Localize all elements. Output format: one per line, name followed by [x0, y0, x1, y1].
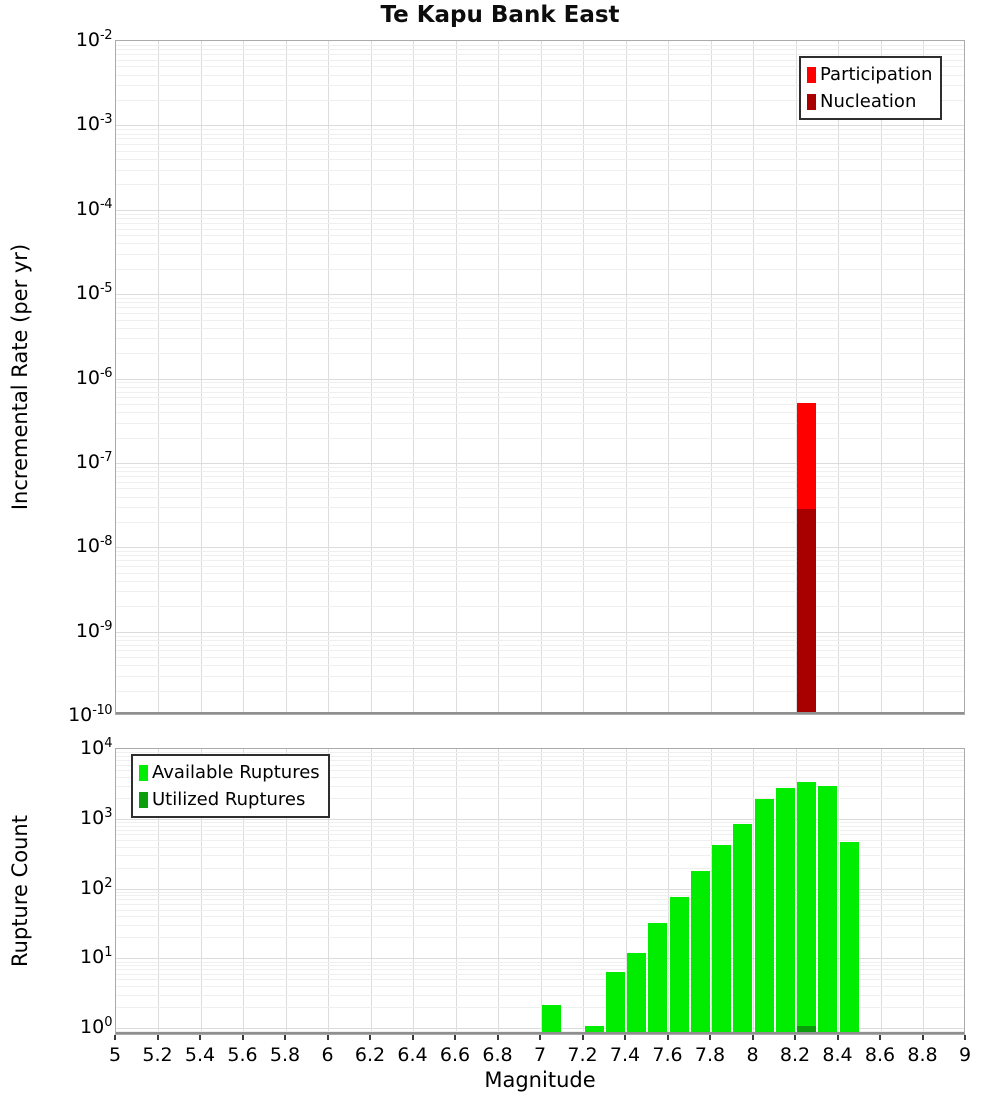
- minor-gridline: [116, 235, 964, 236]
- x-tick-mark: [369, 1035, 371, 1040]
- vertical-gridline: [456, 41, 457, 714]
- minor-gridline: [116, 438, 964, 439]
- x-tick-label: 5: [108, 1044, 122, 1066]
- x-axis-label: Magnitude: [484, 1068, 596, 1092]
- minor-gridline: [116, 254, 964, 255]
- available-ruptures-bar: [691, 871, 710, 1035]
- major-gridline: [116, 210, 964, 211]
- x-tick-label: 9: [958, 1044, 972, 1066]
- minor-gridline: [116, 657, 964, 658]
- minor-gridline: [116, 151, 964, 152]
- minor-gridline: [116, 353, 964, 354]
- minor-gridline: [116, 412, 964, 413]
- available-ruptures-bar: [797, 782, 816, 1035]
- x-tick-mark: [539, 1035, 541, 1040]
- legend-label: Available Ruptures: [152, 762, 320, 783]
- x-tick-label: 7.2: [567, 1044, 598, 1066]
- participation-swatch-icon: [807, 67, 816, 83]
- chart-title: Te Kapu Bank East: [380, 2, 620, 28]
- available-ruptures-bar: [818, 786, 837, 1034]
- minor-gridline: [116, 134, 964, 135]
- available-ruptures-bar: [776, 788, 795, 1034]
- minor-gridline: [116, 555, 964, 556]
- x-tick-label: 5.6: [227, 1044, 258, 1066]
- minor-gridline: [116, 144, 964, 145]
- minor-gridline: [116, 243, 964, 244]
- x-tick-label: 8.2: [779, 1044, 811, 1066]
- x-tick-mark: [242, 1035, 244, 1040]
- minor-gridline: [116, 214, 964, 215]
- count-legend: [131, 754, 330, 818]
- x-tick-mark: [454, 1035, 456, 1040]
- minor-gridline: [116, 229, 964, 230]
- y-tick-label: $10^3$: [80, 805, 112, 829]
- legend-item-utilized-ruptures: [139, 786, 320, 813]
- vertical-gridline: [328, 41, 329, 714]
- legend-label: Participation: [820, 64, 933, 85]
- minor-gridline: [116, 54, 964, 55]
- x-tick-label: 8: [746, 1044, 759, 1066]
- x-tick-label: 8.4: [822, 1044, 853, 1066]
- x-tick-label: 5.2: [142, 1044, 173, 1066]
- minor-gridline: [116, 423, 964, 424]
- vertical-gridline: [583, 41, 584, 714]
- minor-gridline: [116, 476, 964, 477]
- vertical-gridline: [243, 41, 244, 714]
- minor-gridline: [116, 488, 964, 489]
- legend-item-participation: [807, 61, 932, 88]
- y-tick-label: $10^0$: [80, 1015, 112, 1039]
- x-tick-label: 7: [533, 1044, 547, 1066]
- minor-gridline: [116, 645, 964, 646]
- x-tick-mark: [964, 1035, 966, 1040]
- minor-gridline: [116, 581, 964, 582]
- minor-gridline: [116, 640, 964, 641]
- legend-item-available-ruptures: [139, 759, 320, 786]
- y-tick-label: $10^{-9}$: [75, 618, 112, 642]
- minor-gridline: [116, 49, 964, 50]
- utilized-ruptures-swatch-icon: [139, 792, 148, 808]
- minor-gridline: [116, 650, 964, 651]
- available-ruptures-bar: [606, 972, 625, 1034]
- minor-gridline: [116, 397, 964, 398]
- y-tick-label: $10^1$: [80, 945, 112, 969]
- y-tick-label: $10^{-8}$: [75, 534, 112, 558]
- available-ruptures-bar: [712, 845, 731, 1034]
- x-tick-mark: [667, 1035, 669, 1040]
- x-tick-label: 5.8: [269, 1044, 301, 1066]
- minor-gridline: [116, 382, 964, 383]
- minor-gridline: [116, 45, 964, 46]
- available-ruptures-bar: [627, 953, 646, 1034]
- vertical-gridline: [158, 41, 159, 714]
- vertical-gridline: [923, 41, 924, 714]
- minor-gridline: [116, 338, 964, 339]
- vertical-gridline: [753, 41, 754, 714]
- minor-gridline: [116, 387, 964, 388]
- minor-gridline: [116, 676, 964, 677]
- legend-label: Nucleation: [820, 91, 917, 112]
- y-tick-label: $10^{-7}$: [75, 449, 112, 473]
- minor-gridline: [116, 691, 964, 692]
- vertical-gridline: [711, 41, 712, 714]
- x-tick-label: 7.4: [609, 1044, 641, 1066]
- minor-gridline: [116, 591, 964, 592]
- y-tick-label: $10^{-3}$: [75, 112, 112, 136]
- x-tick-label: 6.4: [397, 1044, 428, 1066]
- x-tick-mark: [879, 1035, 881, 1040]
- rate-y-axis-label: Incremental Rate (per yr): [8, 243, 32, 511]
- x-tick-mark: [157, 1035, 159, 1040]
- x-tick-label: 6.2: [354, 1044, 386, 1066]
- minor-gridline: [116, 320, 964, 321]
- x-tick-label: 6.8: [482, 1044, 513, 1066]
- vertical-gridline: [838, 41, 839, 714]
- available-ruptures-bar: [755, 799, 774, 1034]
- major-gridline: [116, 125, 964, 126]
- minor-gridline: [116, 467, 964, 468]
- minor-gridline: [116, 298, 964, 299]
- vertical-gridline: [201, 41, 202, 714]
- minor-gridline: [116, 482, 964, 483]
- x-tick-mark: [114, 1035, 116, 1040]
- y-tick-label: $10^{-10}$: [68, 703, 112, 726]
- x-tick-mark: [752, 1035, 754, 1040]
- minor-gridline: [116, 471, 964, 472]
- x-tick-mark: [709, 1035, 711, 1040]
- minor-gridline: [116, 404, 964, 405]
- minor-gridline: [116, 269, 964, 270]
- vertical-gridline: [668, 41, 669, 714]
- available-ruptures-bar: [733, 824, 752, 1035]
- minor-gridline: [116, 507, 964, 508]
- minor-gridline: [116, 560, 964, 561]
- available-ruptures-swatch-icon: [139, 765, 148, 781]
- major-gridline: [116, 294, 964, 295]
- minor-gridline: [116, 551, 964, 552]
- minor-gridline: [116, 138, 964, 139]
- major-gridline: [116, 379, 964, 380]
- rate-bottom-spine: [116, 712, 964, 714]
- minor-gridline: [116, 573, 964, 574]
- x-tick-label: 6.6: [439, 1044, 471, 1066]
- x-tick-mark: [199, 1035, 201, 1040]
- available-ruptures-bar: [670, 897, 689, 1034]
- rate-plot-area: [115, 40, 965, 715]
- x-tick-mark: [412, 1035, 414, 1040]
- x-tick-label: 7.8: [694, 1044, 726, 1066]
- minor-gridline: [116, 328, 964, 329]
- vertical-gridline: [541, 41, 542, 714]
- minor-gridline: [116, 665, 964, 666]
- minor-gridline: [116, 159, 964, 160]
- x-tick-mark: [624, 1035, 626, 1040]
- minor-gridline: [116, 170, 964, 171]
- y-tick-label: $10^2$: [80, 875, 112, 899]
- minor-gridline: [116, 636, 964, 637]
- x-tick-mark: [794, 1035, 796, 1040]
- count-y-axis-label: Rupture Count: [8, 815, 32, 967]
- x-tick-mark: [837, 1035, 839, 1040]
- count-bottom-spine: [116, 1032, 964, 1034]
- major-gridline: [116, 547, 964, 548]
- legend-item-nucleation: [807, 88, 932, 115]
- minor-gridline: [116, 218, 964, 219]
- nucleation-swatch-icon: [807, 94, 816, 110]
- y-tick-label: $10^{-5}$: [75, 281, 112, 305]
- minor-gridline: [116, 223, 964, 224]
- vertical-gridline: [881, 41, 882, 714]
- minor-gridline: [116, 129, 964, 130]
- nucleation-bar: [797, 509, 816, 714]
- vertical-gridline: [371, 41, 372, 714]
- rate-legend: [799, 56, 942, 120]
- major-gridline: [116, 463, 964, 464]
- x-tick-mark: [327, 1035, 329, 1040]
- minor-gridline: [116, 184, 964, 185]
- minor-gridline: [116, 606, 964, 607]
- legend-label: Utilized Ruptures: [152, 789, 306, 810]
- minor-gridline: [116, 497, 964, 498]
- vertical-gridline: [413, 41, 414, 714]
- x-tick-label: 6: [321, 1044, 334, 1066]
- minor-gridline: [116, 522, 964, 523]
- x-tick-mark: [922, 1035, 924, 1040]
- x-tick-mark: [582, 1035, 584, 1040]
- available-ruptures-bar: [840, 842, 859, 1034]
- minor-gridline: [116, 302, 964, 303]
- available-ruptures-bar: [648, 923, 667, 1034]
- vertical-gridline: [286, 41, 287, 714]
- major-gridline: [116, 632, 964, 633]
- minor-gridline: [116, 307, 964, 308]
- y-tick-label: $10^{-4}$: [75, 196, 112, 220]
- x-tick-mark: [497, 1035, 499, 1040]
- x-tick-label: 8.8: [907, 1044, 938, 1066]
- vertical-gridline: [498, 41, 499, 714]
- minor-gridline: [116, 566, 964, 567]
- minor-gridline: [116, 392, 964, 393]
- x-tick-mark: [284, 1035, 286, 1040]
- x-tick-label: 5.4: [184, 1044, 216, 1066]
- y-tick-label: $10^{-2}$: [75, 28, 112, 51]
- minor-gridline: [116, 313, 964, 314]
- available-ruptures-bar: [542, 1005, 561, 1034]
- y-tick-label: $10^4$: [80, 736, 112, 759]
- y-tick-label: $10^{-6}$: [75, 365, 112, 389]
- x-tick-label: 7.6: [652, 1044, 683, 1066]
- x-tick-label: 8.6: [864, 1044, 896, 1066]
- vertical-gridline: [626, 41, 627, 714]
